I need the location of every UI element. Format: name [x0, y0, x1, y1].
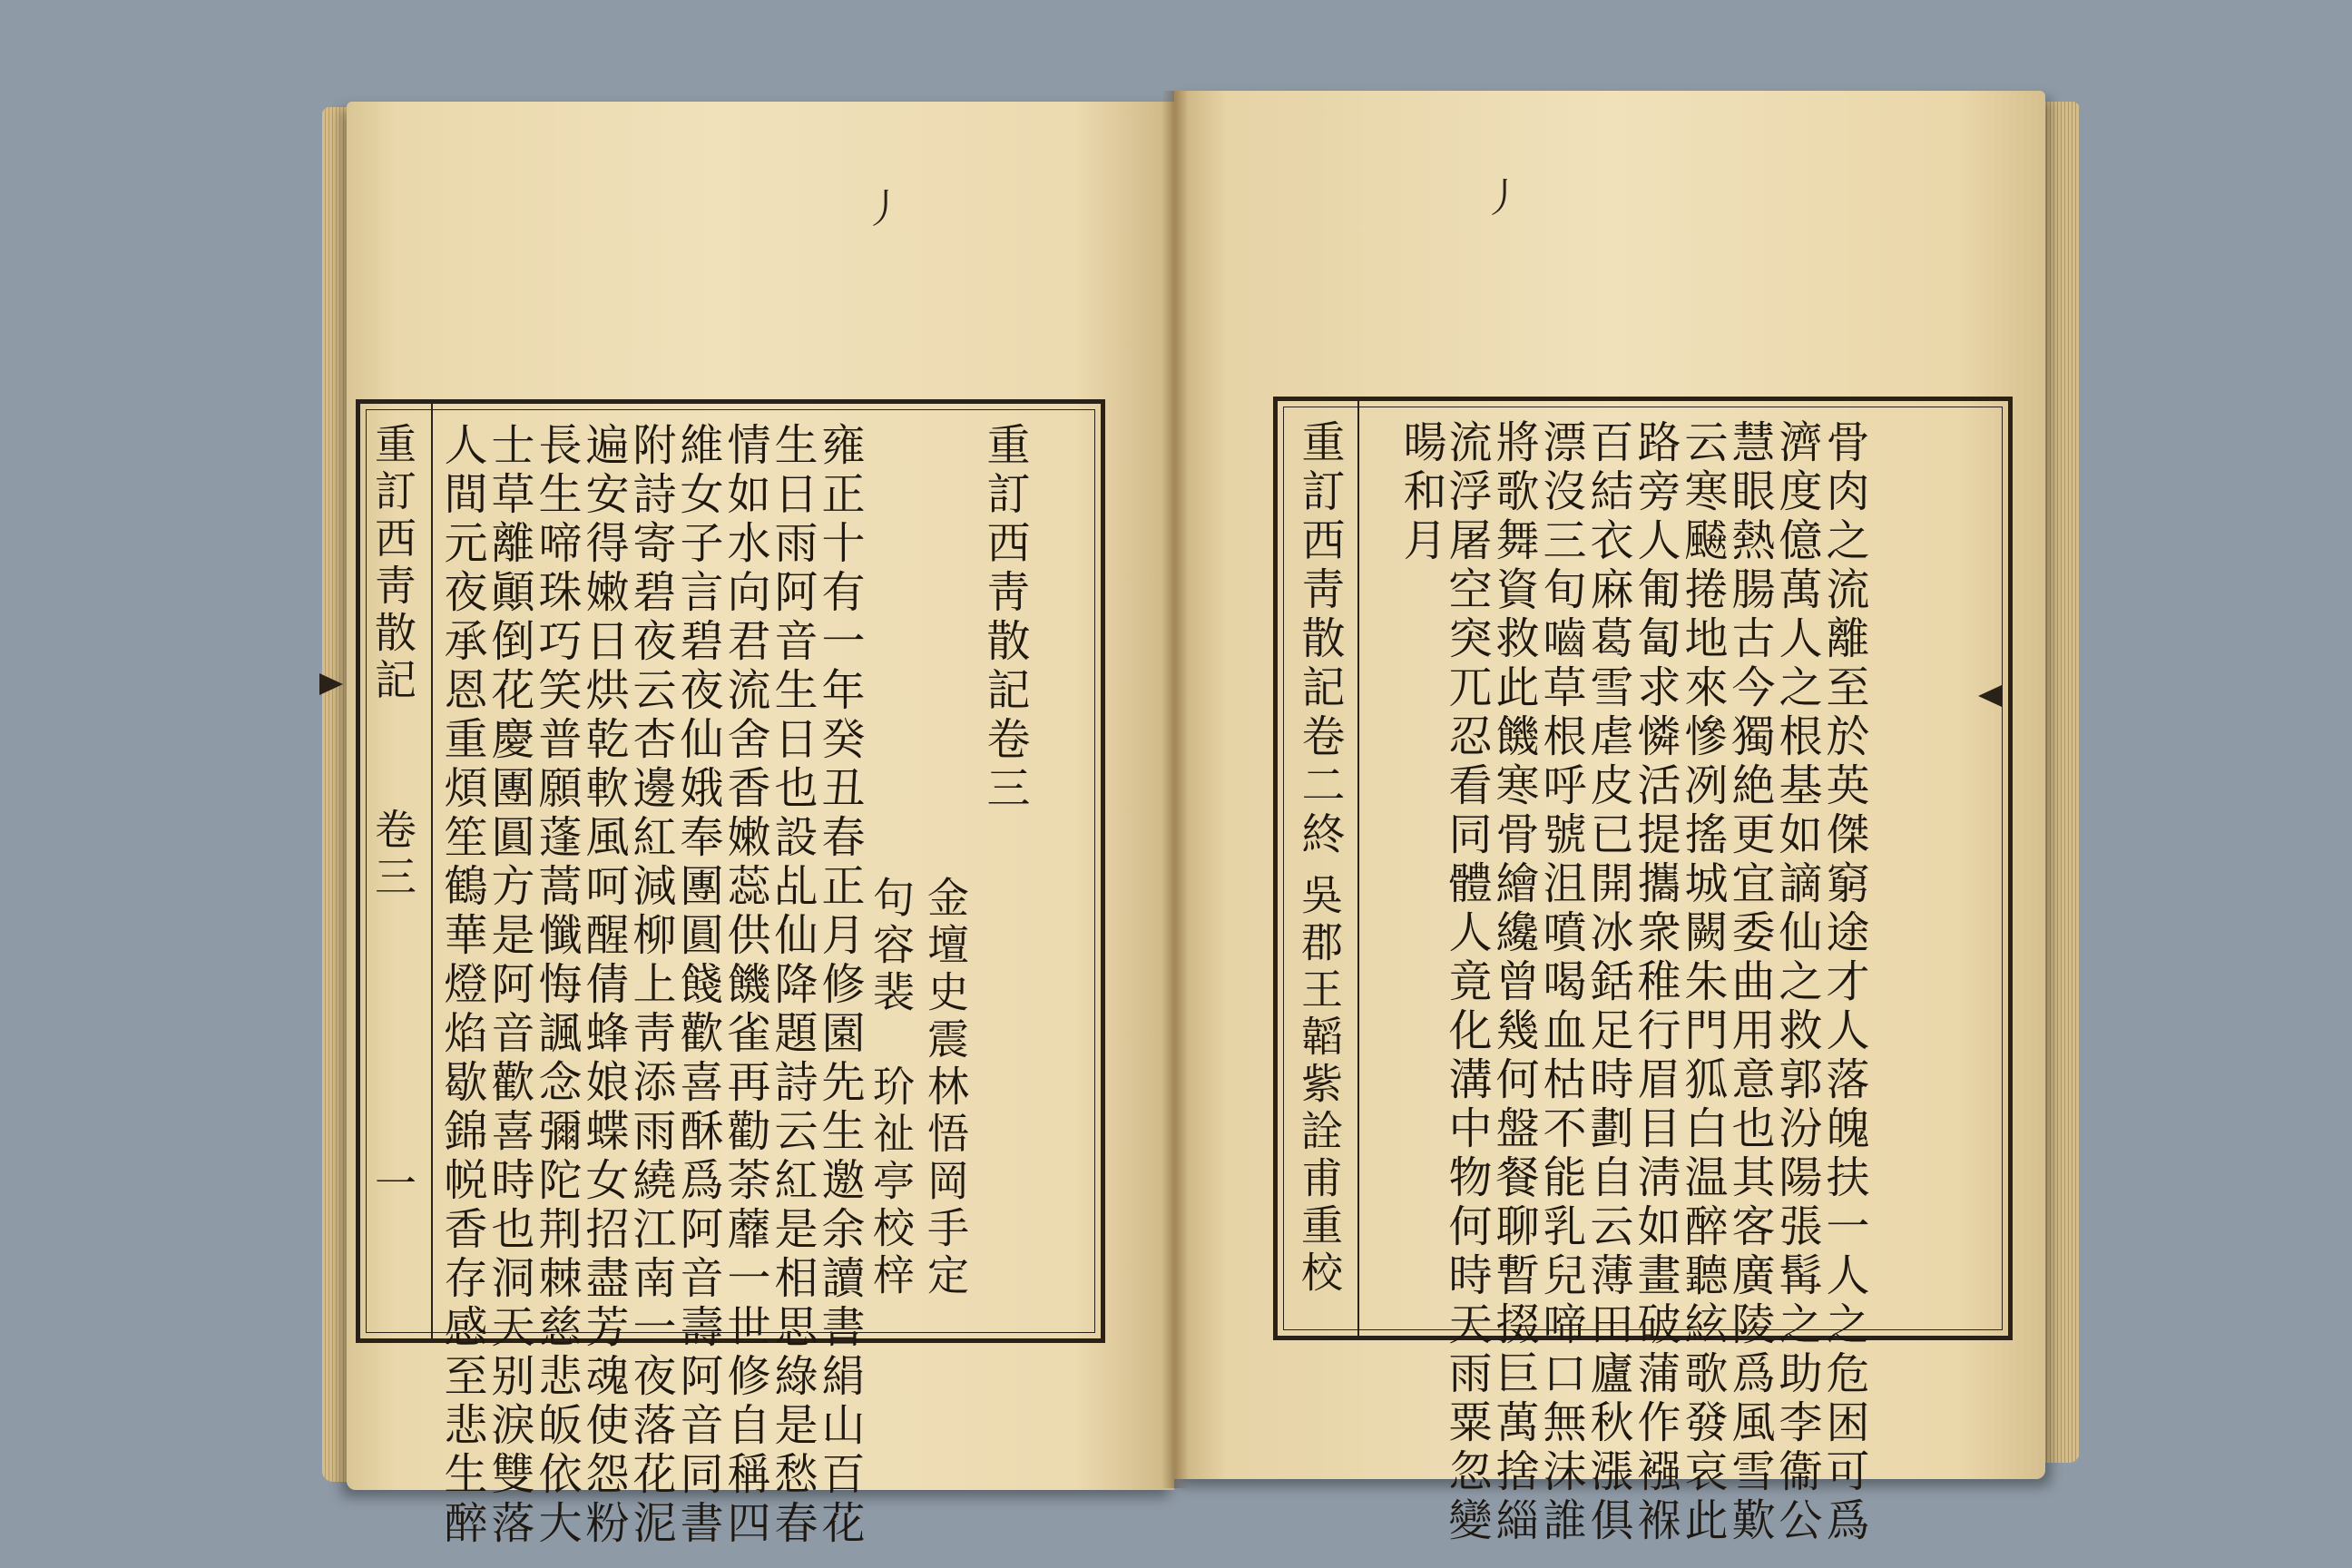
- text-column: 流浮屠空突兀忍看同體人竟化溝中物何時天雨粟忽變: [1441, 419, 1492, 1546]
- right-text-frame: [1273, 397, 2013, 1546]
- text-column: 人間元夜承恩重煩笙鶴華燈焰歇錦帨香存感至悲生醉: [436, 422, 487, 1549]
- margin-page-number: 一: [368, 1161, 417, 1209]
- author-line: 金壇史震林悟岡手定: [921, 876, 970, 1300]
- text-column: 骨肉之流離至於英傑窮途才人落魄扶一人之危困可爲: [1818, 419, 1869, 1546]
- text-column: 附詩寄碧夜云杏邊紅減柳上靑添雨繞江南一夜落花泥: [625, 422, 676, 1549]
- text-column: 濟度億萬人之根基如謫仙之救郭汾陽張髯之助李衞公: [1771, 419, 1822, 1546]
- text-column: 長生啼珠巧笑普願蓬蒿懺悔諷念彌陀荆棘慈悲皈依大: [531, 422, 582, 1549]
- editor-line: 句容裴 玠祉亭校梓: [867, 876, 916, 1300]
- book-gutter: [1161, 91, 1189, 1488]
- end-title: 重訂西靑散記卷二終: [1294, 419, 1345, 860]
- text-column: 維女子言碧夜仙娥奉團圓餞歡喜酥爲阿音壽阿音同書: [672, 422, 723, 1549]
- margin-title: 重訂西靑散記: [368, 422, 417, 705]
- left-text-frame: [356, 399, 1105, 1549]
- fold-marker-icon: [319, 673, 343, 695]
- volume-title: 重訂西靑散記卷三: [979, 422, 1030, 814]
- fold-marker-icon: [1978, 685, 2002, 707]
- text-column: 百結衣麻葛雪虐皮已開冰銛足時劃自云薄田廬秋漲俱: [1583, 419, 1633, 1546]
- text-column: 情如水向君流舍香嫩蕊供饑雀再勸荼蘼一世修自稱四: [720, 422, 770, 1549]
- text-column: 云寒飇捲地來慘冽搖城闕朱門狐白温醉聽絃歌發哀此: [1677, 419, 1728, 1546]
- text-column: 路旁人匍匐求憐活提攜衆稚行眉目淸如畫破蒲作襁褓: [1630, 419, 1681, 1546]
- column-rule: [431, 404, 433, 1338]
- right-page-edges: [2040, 102, 2080, 1463]
- text-column: 雍正十有一年癸丑春正月修園先生邀余讀書絹山百花: [814, 422, 865, 1549]
- editor-line: 吳郡王韜紫詮甫重校: [1295, 873, 1344, 1298]
- text-column: 士草離顚倒花慶團圓方是阿音歡喜時也洞天别淚雙落: [484, 422, 534, 1549]
- text-column: 慧眼熱腸古今獨絶更宜委曲用意也其客廣陵爲風雪歎: [1724, 419, 1775, 1546]
- text-column: 漂沒三旬嚙草根呼號沮噴喝血枯不能乳兒啼口無沫誰: [1535, 419, 1586, 1546]
- fold-mark: 丿: [864, 186, 904, 232]
- text-column: 將歌舞資救此饑寒骨繪纔曾幾何盤餐聊暫掇巨萬捨緇: [1488, 419, 1539, 1546]
- column-rule: [1357, 401, 1359, 1336]
- margin-volume: 卷三: [368, 808, 417, 902]
- fold-mark: 丿: [1483, 175, 1523, 221]
- text-column: 遍安得嫩日烘乾軟風呵醒倩蜂娘蝶女招盡芳魂使怨粉: [578, 422, 629, 1549]
- text-column: 生日雨阿音生日也設乩仙降題詩云紅是相思綠是愁春: [767, 422, 818, 1549]
- text-column: 暘和月: [1396, 419, 1446, 566]
